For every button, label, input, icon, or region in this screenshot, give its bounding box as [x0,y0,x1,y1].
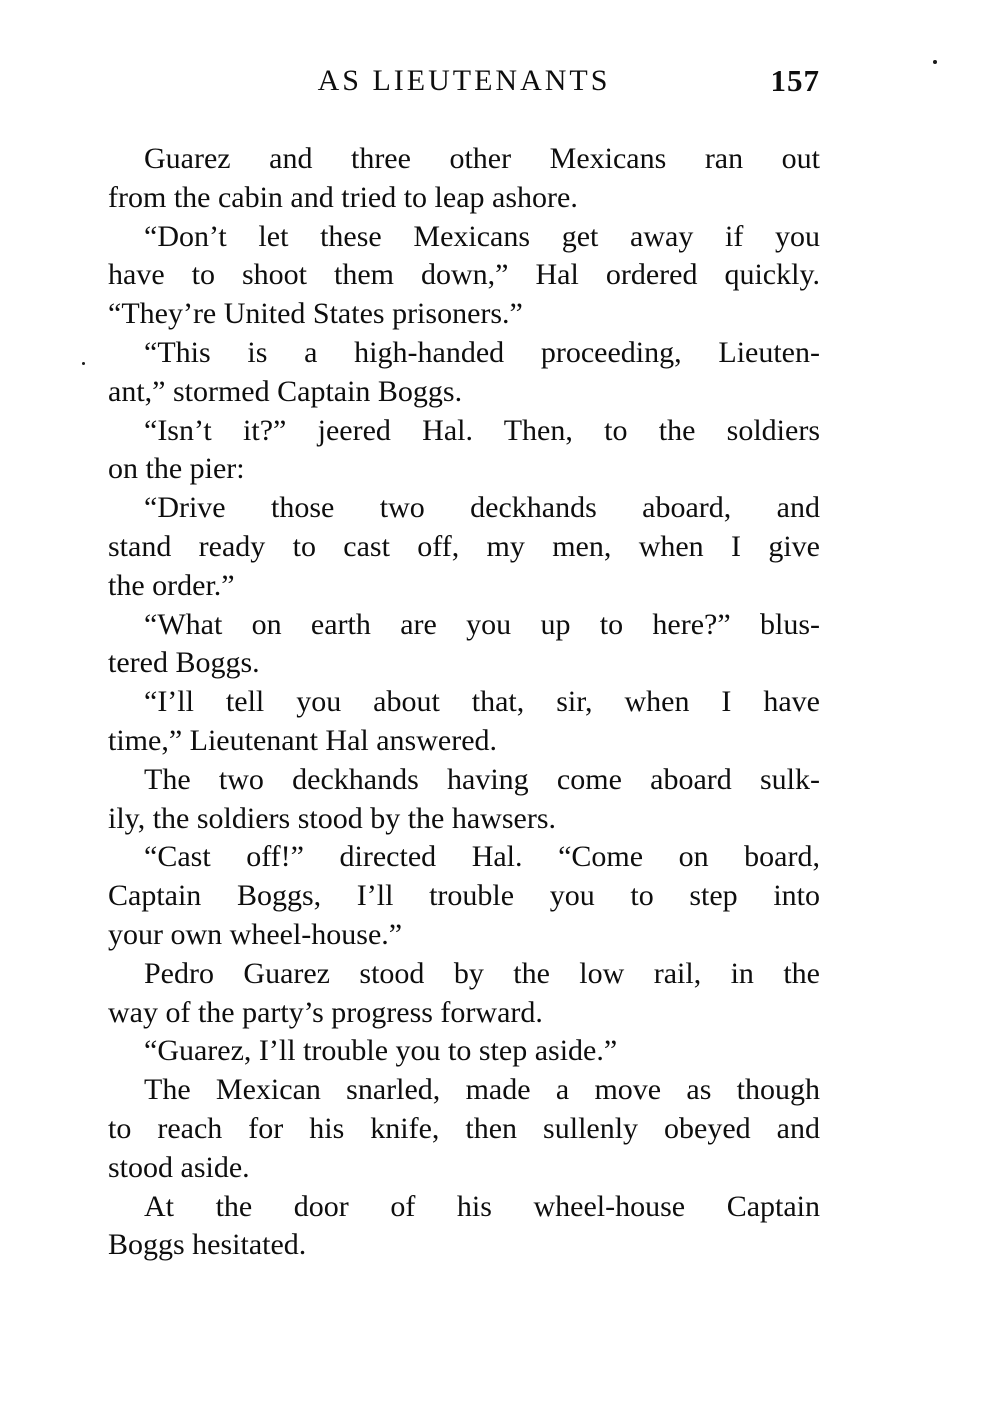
text-line: tered Boggs. [108,646,260,680]
text-line: time,” Lieutenant Hal answered. [108,723,498,757]
text-line: “Don’t let these Mexicans get away if you [144,219,820,253]
text-line: ily, the soldiers stood by the hawsers. [108,801,556,835]
text-line: on the pier: [108,452,245,486]
text-line: “They’re United States prisoners.” [108,297,523,331]
text-line: Boggs hesitated. [108,1228,307,1262]
text-line: The Mexican snarled, made a move as though [144,1073,820,1107]
text-line: “Isn’t it?” jeered Hal. Then, to the soldiers [144,413,820,447]
text-line: “Cast off!” directed Hal. “Come on board, [144,840,820,874]
text-line: “I’ll tell you about that, sir, when I have [144,685,820,719]
text-line: ant,” stormed Captain Boggs. [108,374,463,408]
text-line: Captain Boggs, I’ll trouble you to step into [108,879,820,913]
text-line: “What on earth are you up to here?” blus- [144,607,820,641]
text-line: The two deckhands having come aboard sulk- [144,762,820,796]
text-line: the order.” [108,568,235,602]
text-line: your own wheel-house.” [108,917,403,951]
body-text [108,140,820,1265]
text-line: to reach for his knife, then sullenly obeyed and [108,1111,820,1145]
text-line: At the door of his wheel-house Captain [144,1189,820,1223]
text-line: way of the party’s progress forward. [108,995,543,1029]
text-line: “This is a high-handed proceeding, Lieuten- [144,335,820,369]
text-line: from the cabin and tried to leap ashore. [108,180,578,214]
text-line: “Drive those two deckhands aboard, and [144,491,820,525]
text-line: have to shoot them down,” Hal ordered quickly. [108,258,820,292]
scan-speck [933,60,937,64]
text-line: Pedro Guarez stood by the low rail, in the [144,956,820,990]
text-line: stand ready to cast off, my men, when I give [108,529,820,563]
running-header: AS LIEUTENANTS [317,64,611,97]
text-line: “Guarez, I’ll trouble you to step aside.” [144,1034,618,1068]
text-line: stood aside. [108,1150,250,1184]
text-line: Guarez and three other Mexicans ran out [144,142,820,175]
page-number: 157 [770,63,820,98]
scan-speck [82,362,85,365]
page-header [108,64,820,104]
